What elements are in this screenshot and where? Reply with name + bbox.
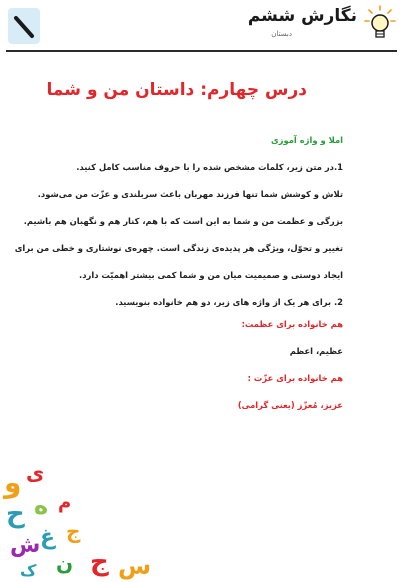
svg-text:ش: ش: [10, 533, 41, 558]
question-1-line: تغییر و تحوّل، ویژگی هر پدیده‌ی زندگی است. چهره‌ی نوشتاری و خطی من برای: [14, 243, 343, 253]
lesson-title: درس چهارم: داستان من و شما: [46, 80, 307, 100]
page-header: [0, 0, 403, 50]
svg-text:ی: ی: [26, 461, 45, 485]
question-2-instruction: 2. برای هر یک از واژه های زیر، دو هم خانواده بنویسید.: [115, 297, 343, 307]
svg-text:س: س: [118, 552, 152, 580]
svg-text:م: م: [58, 492, 72, 513]
pencil-icon: [6, 6, 42, 46]
question-1-instruction: 1.در متن زیر، کلمات مشخص شده را با حروف مناسب کامل کنید.: [76, 162, 343, 172]
svg-text:ج: ج: [66, 519, 81, 543]
question-1-line: ایجاد دوستی و صمیمیت میان من و شما کمی بیشتر اهمیّت دارد.: [79, 270, 343, 280]
svg-text:ح: ح: [6, 499, 25, 529]
header-divider: [6, 50, 397, 52]
svg-text:و: و: [4, 466, 22, 499]
svg-text:ن: ن: [56, 551, 74, 575]
question-2-group1-answer: عظیم، اعظم: [289, 346, 343, 356]
question-2-group2-answer: عزیز، مُعزّز (یعنی گرامی): [237, 400, 343, 410]
question-1-line: تلاش و کوشش شما تنها فرزند مهربان باعث سربلندی و عزّت من می‌شود.: [37, 189, 343, 199]
question-1-line: بزرگی و عظمت من و شما به این است که با هم، کنار هم و نگهبان هم باشیم.: [23, 216, 343, 226]
svg-text:ک: ک: [20, 561, 37, 580]
svg-text:ج: ج: [90, 547, 109, 577]
light-bulb-icon: [363, 4, 397, 44]
question-2-group2-label: هم خانواده برای عزّت :: [247, 373, 343, 383]
svg-text:ه: ه: [34, 492, 49, 520]
question-2-group1-label: هم خانواده برای عظمت:: [241, 319, 343, 329]
svg-text:غ: غ: [40, 525, 56, 550]
section-heading: املا و واژه آموزی: [270, 135, 343, 145]
brand-subtitle: دبستان: [271, 30, 292, 38]
brand-title: نگارش ششم: [247, 6, 357, 26]
decorative-letters-illustration: [0, 452, 160, 582]
